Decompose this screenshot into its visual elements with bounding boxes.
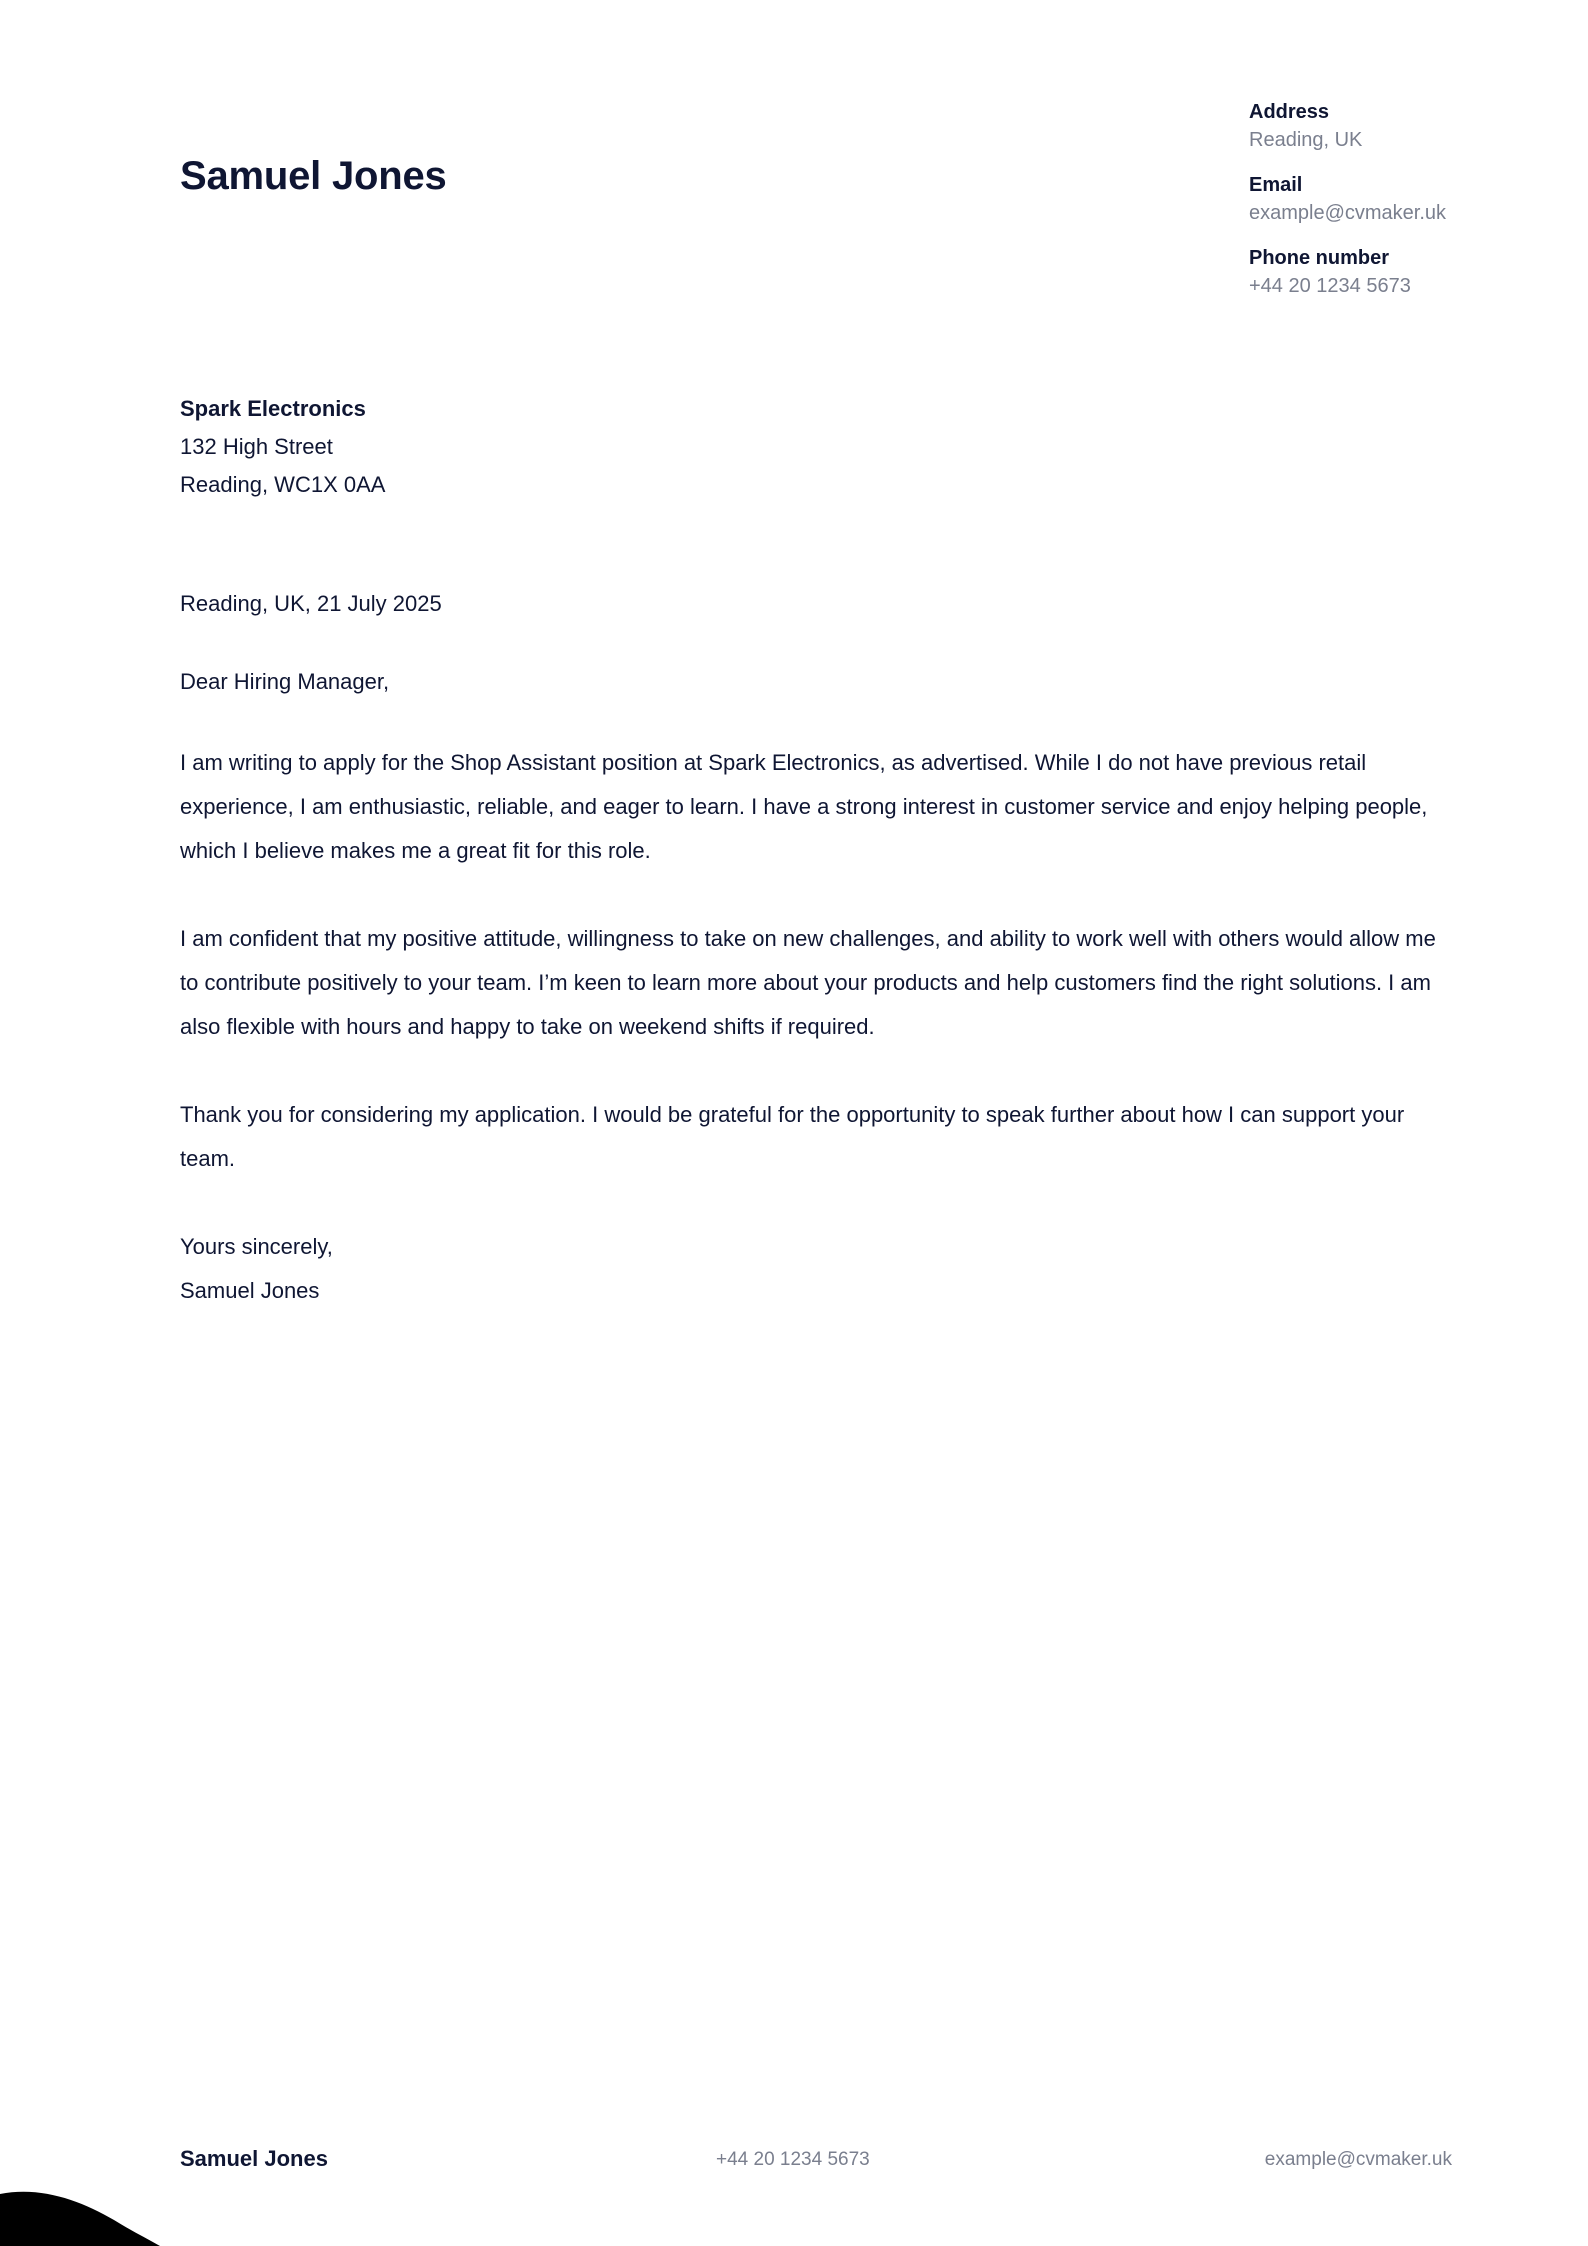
contact-details	[1249, 98, 1569, 317]
recipient-address	[180, 390, 385, 504]
address-value: Reading, UK	[1249, 129, 1363, 151]
contact-email	[1249, 171, 1569, 227]
letter-body	[180, 585, 1455, 1313]
page-title: Samuel Jones	[180, 154, 447, 198]
letter-paragraph: I am writing to apply for the Shop Assistant position at Spark Electronics, as advertised. While I do not have previous retail experience, I am enthusiastic, reliable, and eager to learn. I have a strong interest in customer service and enjoy helping people, which I believe makes me a great fit for this role.	[180, 750, 1428, 863]
phone-label: Phone number	[1249, 247, 1390, 269]
letter-paragraph: Thank you for considering my application. I would be grateful for the opportunity to speak further about how I can support your team.	[180, 1102, 1405, 1171]
recipient-company: Spark Electronics	[180, 396, 366, 421]
contact-address	[1249, 98, 1569, 154]
contact-phone	[1249, 244, 1569, 300]
recipient-city: Reading, WC1X 0AA	[180, 472, 386, 497]
address-label: Address	[1249, 101, 1330, 123]
recipient-street: 132 High Street	[180, 434, 333, 459]
footer-name: Samuel Jones	[180, 2146, 328, 2171]
phone-value: +44 20 1234 5673	[1249, 275, 1411, 297]
salutation: Dear Hiring Manager,	[180, 669, 390, 694]
footer-email: example@cvmaker.uk	[1264, 2149, 1452, 2170]
signature: Samuel Jones	[180, 1278, 320, 1303]
corner-decoration-path	[0, 2192, 160, 2246]
closing: Yours sincerely,	[180, 1234, 333, 1259]
place-date: Reading, UK, 21 July 2025	[180, 591, 442, 616]
letter-paragraph: I am confident that my positive attitude, willingness to take on new challenges, and ability to work well with others would allow me to contribute positively to your team. I’m keen to learn more about your products and help customers find the right solutions. I am also flexible with hours and happy to take on weekend shifts if required.	[180, 926, 1436, 1039]
email-label: Email	[1249, 174, 1303, 196]
corner-decoration-shape	[0, 2180, 160, 2246]
footer-phone: +44 20 1234 5673	[716, 2149, 870, 2170]
email-value: example@cvmaker.uk	[1249, 202, 1447, 224]
